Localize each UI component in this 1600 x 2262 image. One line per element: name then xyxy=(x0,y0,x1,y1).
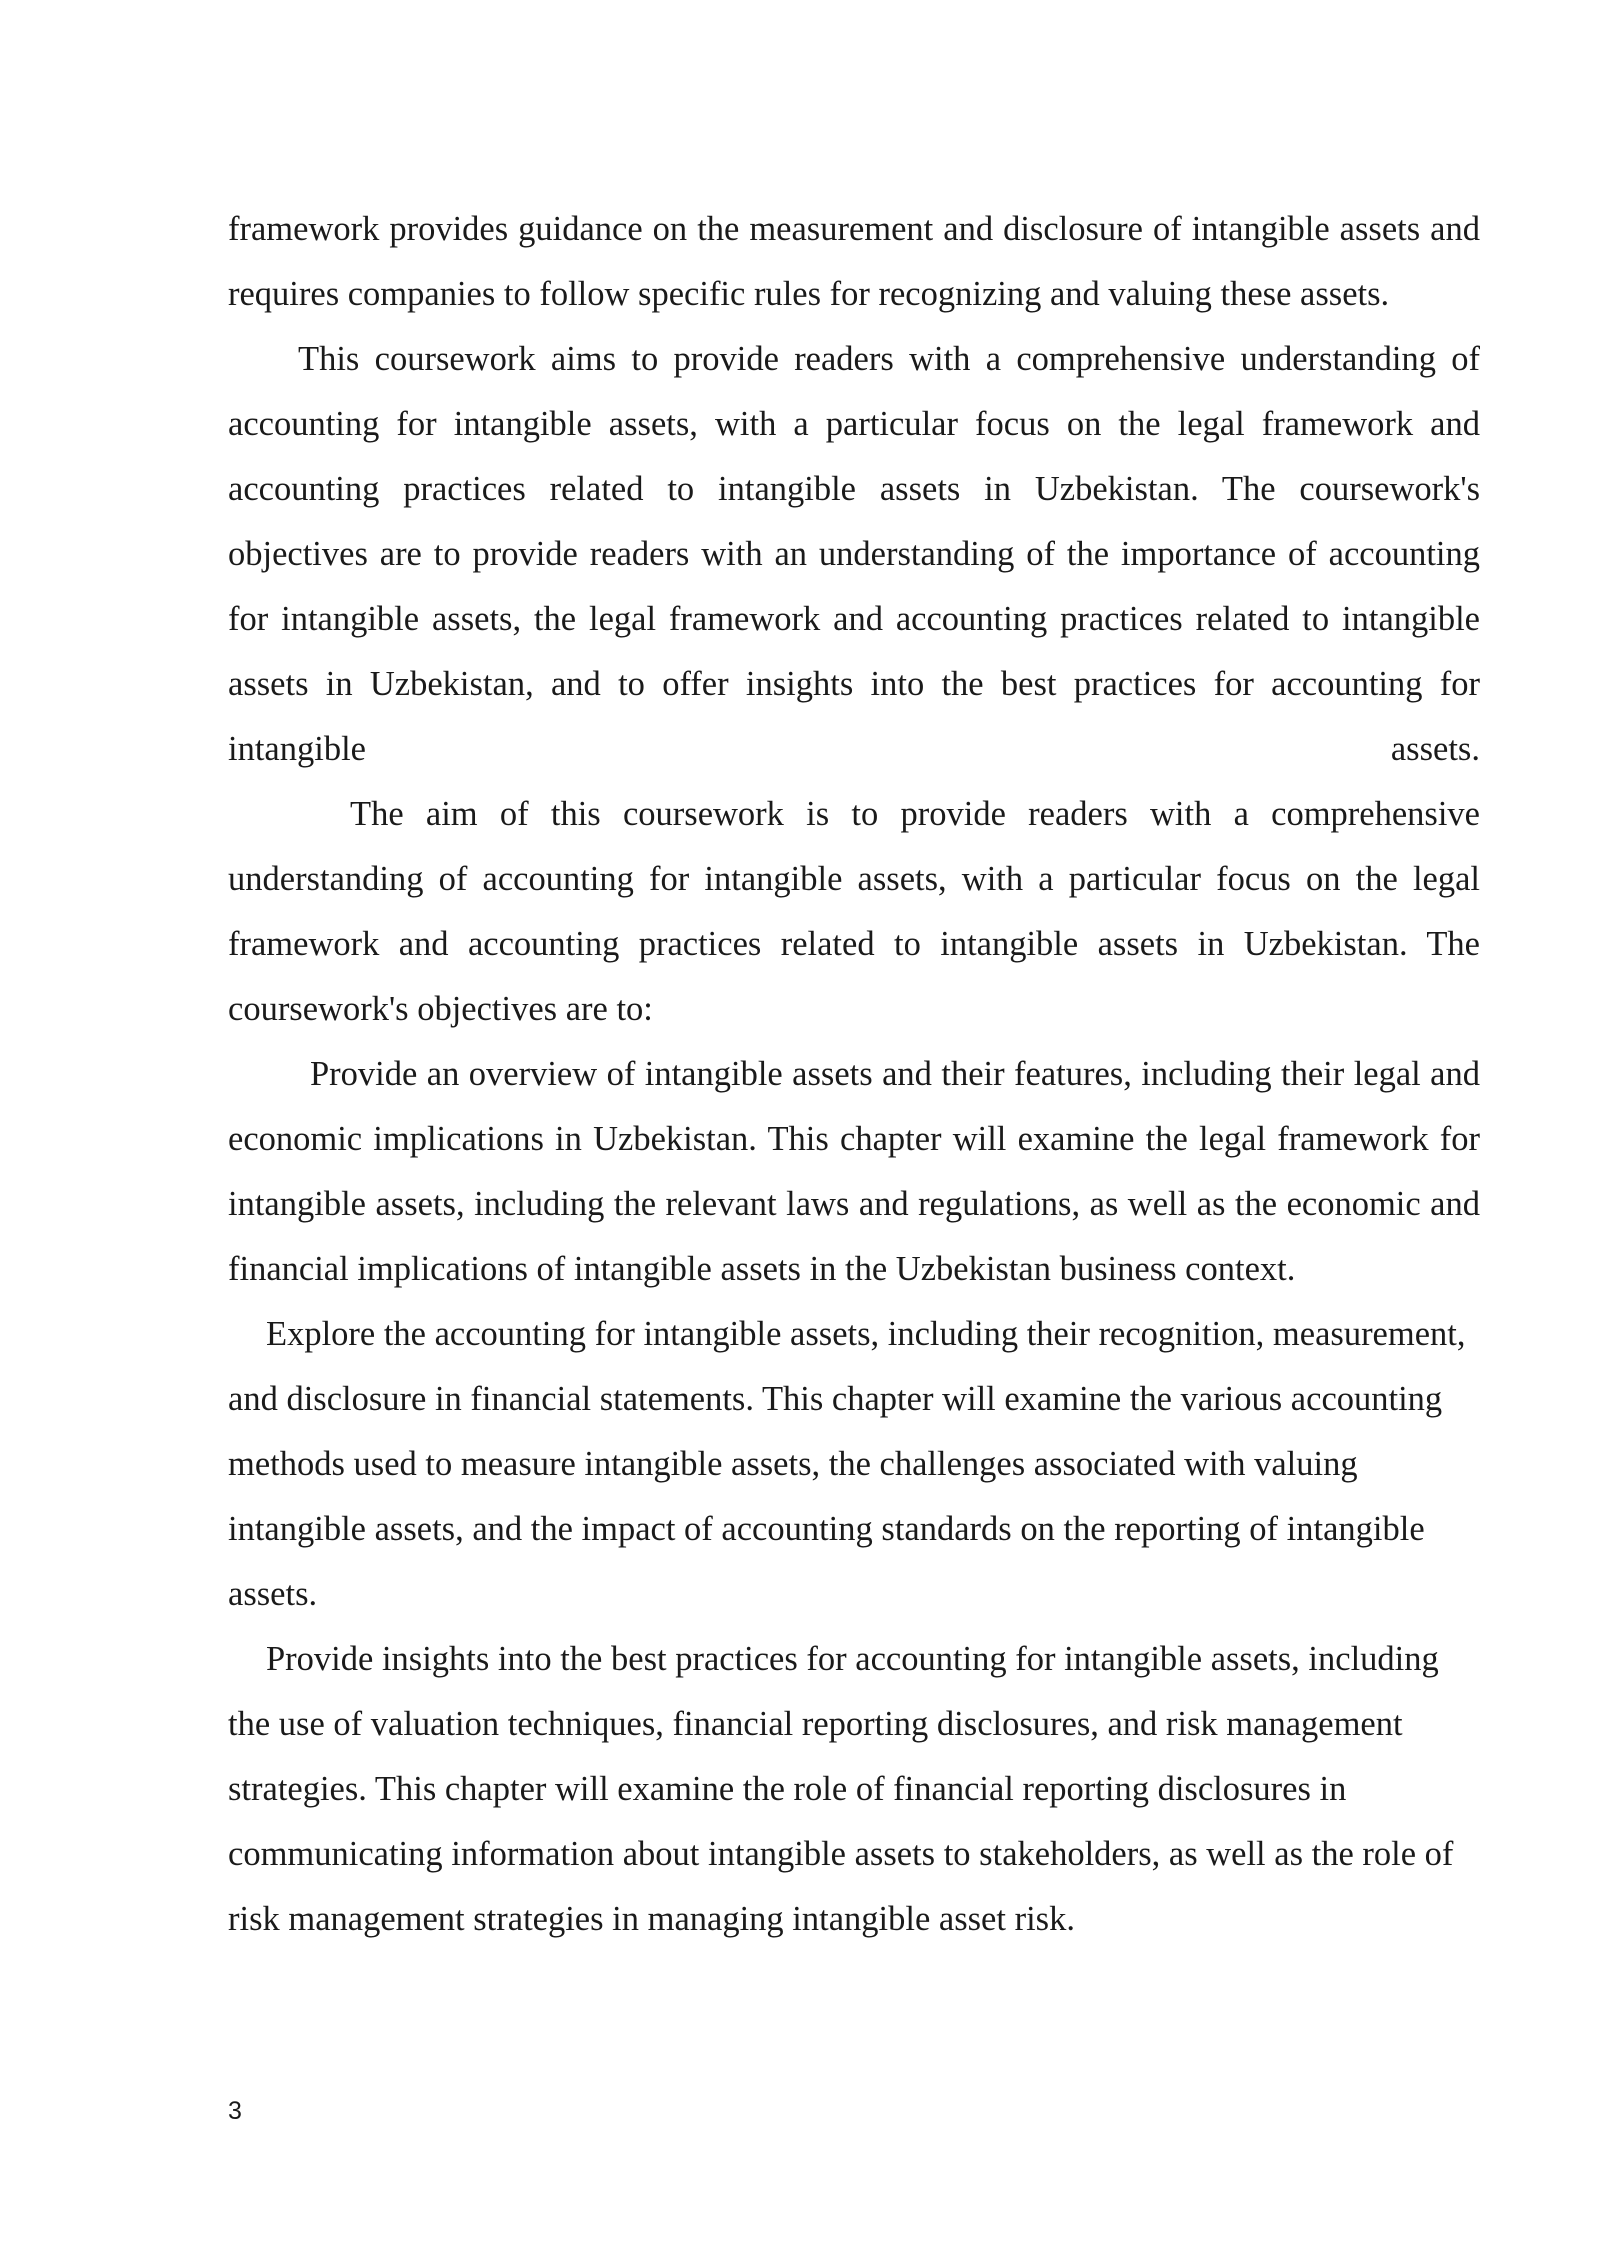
paragraph-framework-guidance: framework provides guidance on the measurement and disclosure of intangible assets and requires companies to follow specific rules for recognizing and valuing these assets. xyxy=(228,210,1480,313)
page-number: 3 xyxy=(228,2097,242,2125)
paragraph-objective-best-practices: Provide insights into the best practices for accounting for intangible assets, including the use of valuation techniques, financial reporting disclosures, and risk management strategies. This chapter will examine the role of financial reporting disclosures in communicating information about intangible assets to stakeholders, as well as the role of risk management strategies in managing intangible asset risk. xyxy=(228,1640,1454,1938)
body-text xyxy=(228,197,1480,1952)
paragraph-objective-explore-accounting: Explore the accounting for intangible assets, including their recognition, measurement, and disclosure in financial statements. This chapter will examine the various accounting methods used to measure intangible assets, the challenges associated with valuing intangible assets, and the impact of accounting standards on the reporting of intangible assets. xyxy=(228,1315,1466,1613)
paragraph-coursework-aim-objectives: The aim of this coursework is to provide readers with a comprehensive understanding of accounting for intangible assets, with a particular focus on the legal framework and accounting practices related to intangible assets in Uzbekistan. The coursework's objectives are to: xyxy=(228,795,1480,1028)
paragraph-coursework-aims: This coursework aims to provide readers with a comprehensive understanding of accounting for intangible assets, with a particular focus on the legal framework and accounting practices related to intangible assets in Uzbekistan. The coursework's objectives are to provide readers with an understanding of the importance of accounting for intangible assets, the legal framework and accounting practices related to intangible assets in Uzbekistan, and to offer insights into the best practices for accounting for intangible assets. xyxy=(228,340,1480,768)
paragraph-objective-overview: Provide an overview of intangible assets and their features, including their legal and economic implications in Uzbekistan. This chapter will examine the legal framework for intangible assets, including the relevant laws and regulations, as well as the economic and financial implications of intangible assets in the Uzbekistan business context. xyxy=(228,1055,1480,1288)
